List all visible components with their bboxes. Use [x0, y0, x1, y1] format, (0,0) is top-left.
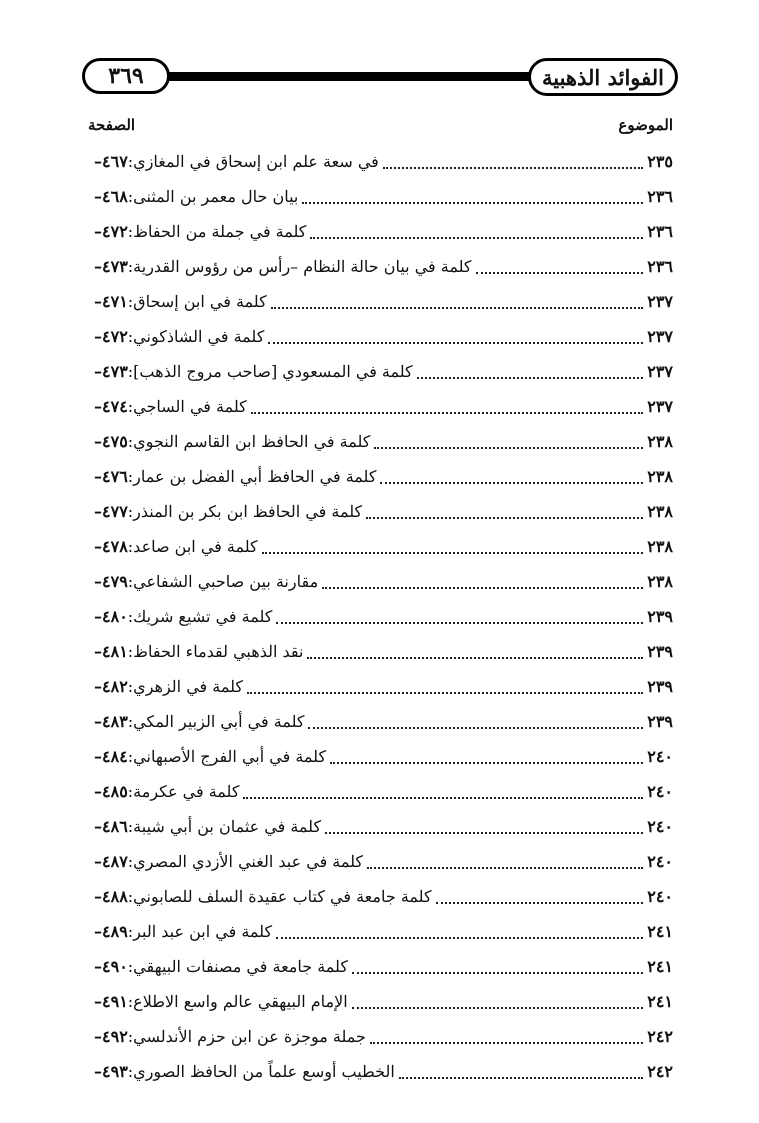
entry-number: ٤٨٢– [94, 677, 128, 696]
toc-entry [88, 319, 673, 354]
dot-leader [302, 190, 643, 204]
entry-title: كلمة في الحافظ أبي الفضل بن عمار: [127, 467, 377, 486]
entry-title: جملة موجزة عن ابن حزم الأندلسي: [127, 1027, 366, 1046]
toc-entry [88, 774, 673, 809]
entry-number: ٤٩١– [94, 992, 128, 1011]
toc-entry [88, 739, 673, 774]
toc-entry [88, 389, 673, 424]
entry-title: كلمة في الحافظ ابن بكر بن المنذر: [127, 502, 363, 521]
entry-page: ٢٣٧ [647, 397, 673, 416]
entry-number: ٤٧١– [94, 292, 128, 311]
entry-page: ٢٤٠ [647, 852, 673, 871]
entry-title: الإمام البيهقي عالم واسع الاطلاع: [127, 992, 348, 1011]
page-number: ٣٦٩ [82, 58, 170, 94]
dot-leader [307, 645, 643, 659]
dot-leader [476, 260, 644, 274]
entry-title: كلمة في عبد الغني الأزدي المصري: [127, 852, 364, 871]
dot-leader [276, 925, 643, 939]
dot-leader [352, 995, 644, 1009]
entry-number: ٤٧٤– [94, 397, 128, 416]
entry-title: كلمة في أبي الزبير المكي: [127, 712, 305, 731]
entry-page: ٢٣٨ [647, 572, 673, 591]
entry-page: ٢٤١ [647, 992, 673, 1011]
dot-leader [308, 715, 643, 729]
entry-number: ٤٧٣– [94, 257, 128, 276]
entry-title: مقارنة بين صاحبي الشفاعي: [127, 572, 319, 591]
toc-entry [88, 179, 673, 214]
entry-number: ٤٨٥– [94, 782, 128, 801]
entry-number: ٤٧٦– [94, 467, 128, 486]
entry-page: ٢٤٠ [647, 747, 673, 766]
toc-entry [88, 599, 673, 634]
column-headers [88, 114, 673, 136]
toc-entry [88, 949, 673, 984]
entry-page: ٢٣٩ [647, 607, 673, 626]
entry-number: ٤٦٨– [94, 187, 128, 206]
dot-leader [417, 365, 644, 379]
entry-page: ٢٤٠ [647, 817, 673, 836]
entry-number: ٤٧٩– [94, 572, 128, 591]
toc-entry [88, 669, 673, 704]
entry-page: ٢٤٢ [647, 1062, 673, 1081]
entry-title: كلمة في المسعودي [صاحب مروج الذهب]: [127, 362, 413, 381]
toc-entry [88, 914, 673, 949]
entry-number: ٤٧٣– [94, 362, 128, 381]
dot-leader [247, 680, 643, 694]
page-header [82, 58, 678, 98]
entry-page: ٢٣٧ [647, 327, 673, 346]
entry-number: ٤٨٣– [94, 712, 128, 731]
toc-entry [88, 144, 673, 179]
entry-title: في سعة علم ابن إسحاق في المغازي: [127, 152, 379, 171]
entry-number: ٤٧٧– [94, 502, 128, 521]
entry-page: ٢٣٦ [647, 187, 673, 206]
entry-title: كلمة في بيان حالة النظام –رأس من رؤوس القدرية: [127, 257, 472, 276]
dot-leader [383, 155, 643, 169]
entry-page: ٢٤١ [647, 922, 673, 941]
toc-entry [88, 424, 673, 459]
entry-number: ٤٨٩– [94, 922, 128, 941]
entry-page: ٢٣٨ [647, 537, 673, 556]
dot-leader [310, 225, 643, 239]
dot-leader [325, 820, 643, 834]
entry-page: ٢٣٧ [647, 362, 673, 381]
dot-leader [436, 890, 644, 904]
entry-title: كلمة في جملة من الحفاظ: [127, 222, 307, 241]
entry-page: ٢٣٩ [647, 642, 673, 661]
dot-leader [374, 435, 643, 449]
entry-title: كلمة في عثمان بن أبي شيبة: [127, 817, 322, 836]
entry-title: كلمة في ابن عبد البر: [127, 922, 273, 941]
dot-leader [367, 855, 643, 869]
entry-page: ٢٣٨ [647, 502, 673, 521]
toc-entry [88, 879, 673, 914]
toc-entry [88, 529, 673, 564]
entry-number: ٤٧٢– [94, 327, 128, 346]
toc-entry [88, 844, 673, 879]
header-rule [142, 72, 548, 81]
toc-entry [88, 284, 673, 319]
table-of-contents [88, 144, 673, 1089]
entry-page: ٢٣٦ [647, 257, 673, 276]
entry-title: كلمة في الحافظ ابن القاسم النجوي: [127, 432, 371, 451]
entry-title: كلمة في تشيع شريك: [127, 607, 273, 626]
toc-entry [88, 1019, 673, 1054]
entry-number: ٤٨٦– [94, 817, 128, 836]
entry-page: ٢٣٦ [647, 222, 673, 241]
entry-number: ٤٧٥– [94, 432, 128, 451]
dot-leader [330, 750, 643, 764]
dot-leader [370, 1030, 643, 1044]
toc-entry [88, 249, 673, 284]
dot-leader [276, 610, 643, 624]
entry-title: الخطيب أوسع علماً من الحافظ الصوري: [127, 1062, 395, 1081]
entry-page: ٢٣٥ [647, 152, 673, 171]
entry-number: ٤٧٨– [94, 537, 128, 556]
entry-number: ٤٩٢– [94, 1027, 128, 1046]
page-column-header: الصفحة [88, 116, 136, 134]
dot-leader [399, 1065, 643, 1079]
entry-number: ٤٦٧– [94, 152, 128, 171]
toc-entry [88, 1054, 673, 1089]
entry-number: ٤٨٨– [94, 887, 128, 906]
toc-entry [88, 704, 673, 739]
entry-number: ٤٨١– [94, 642, 128, 661]
entry-title: كلمة في الساجي: [127, 397, 247, 416]
entry-number: ٤٨٤– [94, 747, 128, 766]
entry-title: كلمة في الزهري: [127, 677, 244, 696]
entry-page: ٢٤٠ [647, 782, 673, 801]
entry-title: كلمة في ابن إسحاق: [127, 292, 267, 311]
entry-title: بيان حال معمر بن المثنى: [127, 187, 299, 206]
entry-page: ٢٤٢ [647, 1027, 673, 1046]
dot-leader [268, 330, 643, 344]
entry-title: نقد الذهبي لقدماء الحفاظ: [127, 642, 304, 661]
toc-entry [88, 984, 673, 1019]
dot-leader [322, 575, 643, 589]
dot-leader [251, 400, 643, 414]
entry-number: ٤٨٠– [94, 607, 128, 626]
dot-leader [262, 540, 644, 554]
entry-number: ٤٧٢– [94, 222, 128, 241]
entry-number: ٤٨٧– [94, 852, 128, 871]
entry-title: كلمة في عكرمة: [127, 782, 240, 801]
entry-page: ٢٤٠ [647, 887, 673, 906]
dot-leader [271, 295, 644, 309]
toc-entry [88, 809, 673, 844]
entry-title: كلمة في الشاذكوني: [127, 327, 265, 346]
entry-page: ٢٣٩ [647, 677, 673, 696]
entry-page: ٢٤١ [647, 957, 673, 976]
entry-title: كلمة في ابن صاعد: [127, 537, 258, 556]
entry-page: ٢٣٨ [647, 432, 673, 451]
entry-title: كلمة جامعة في كتاب عقيدة السلف للصابوني: [127, 887, 432, 906]
dot-leader [366, 505, 643, 519]
toc-entry [88, 214, 673, 249]
entry-page: ٢٣٩ [647, 712, 673, 731]
subject-column-header: الموضوع [618, 116, 673, 134]
dot-leader [243, 785, 643, 799]
toc-entry [88, 564, 673, 599]
entry-title: كلمة في أبي الفرج الأصبهاني: [127, 747, 327, 766]
entry-page: ٢٣٧ [647, 292, 673, 311]
entry-number: ٤٩٣– [94, 1062, 128, 1081]
toc-entry [88, 354, 673, 389]
book-title: الفوائد الذهبية [528, 58, 678, 96]
dot-leader [352, 960, 643, 974]
entry-number: ٤٩٠– [94, 957, 128, 976]
dot-leader [380, 470, 643, 484]
entry-page: ٢٣٨ [647, 467, 673, 486]
toc-entry [88, 494, 673, 529]
entry-title: كلمة جامعة في مصنفات البيهقي: [127, 957, 348, 976]
toc-entry [88, 634, 673, 669]
toc-entry [88, 459, 673, 494]
